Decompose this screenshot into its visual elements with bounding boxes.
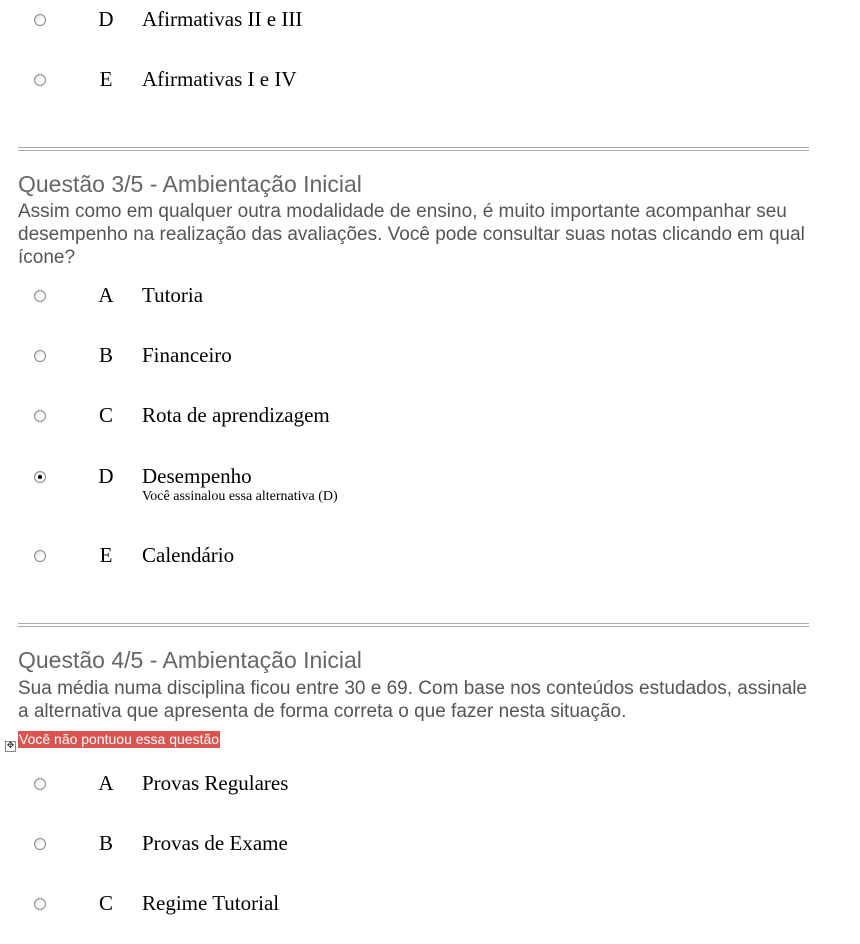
option-text: Tutoria xyxy=(142,283,204,307)
option-d[interactable] xyxy=(0,464,800,517)
option-letter: D xyxy=(98,464,114,488)
radio-button[interactable] xyxy=(34,410,46,422)
option-text: Rota de aprendizagem xyxy=(142,403,330,427)
option-letter: C xyxy=(98,403,113,427)
option-text: Afirmativas I e IV xyxy=(142,67,297,91)
option-text: Calendário xyxy=(142,543,235,567)
radio-button[interactable] xyxy=(34,14,46,26)
option-text: Regime Tutorial xyxy=(142,891,280,915)
option-letter: D xyxy=(98,7,114,31)
radio-button[interactable] xyxy=(34,290,46,302)
option-d[interactable] xyxy=(0,7,800,60)
option-b[interactable] xyxy=(0,343,800,396)
radio-button-selected[interactable] xyxy=(34,471,46,483)
option-b[interactable] xyxy=(0,831,800,884)
radio-button[interactable] xyxy=(34,778,46,790)
option-text: Provas de Exame xyxy=(142,831,288,855)
option-letter: B xyxy=(98,831,113,855)
option-c[interactable] xyxy=(0,891,800,944)
radio-button[interactable] xyxy=(34,898,46,910)
option-letter: B xyxy=(98,343,113,367)
status-badge: Você não pontuou essa questão xyxy=(19,731,220,747)
selected-note: Você assinalou essa alternativa (D) xyxy=(142,489,338,504)
question-title: Questão 3/5 - Ambientação Inicial xyxy=(18,171,362,197)
divider xyxy=(18,147,809,151)
option-e[interactable] xyxy=(0,67,800,120)
option-a[interactable] xyxy=(0,283,800,336)
radio-button[interactable] xyxy=(34,74,46,86)
option-text: Financeiro xyxy=(142,343,232,367)
question-body: Sua média numa disciplina ficou entre 30 e 69. Com base nos conteúdos estudados, assinale a alternativa que apresenta de forma correta o que fazer nesta situação. xyxy=(18,678,807,722)
option-c[interactable] xyxy=(0,403,800,456)
option-text: Provas Regulares xyxy=(142,771,289,795)
option-text: Desempenho xyxy=(142,464,252,488)
question-title: Questão 4/5 - Ambientação Inicial xyxy=(18,647,362,673)
option-a[interactable] xyxy=(0,771,800,824)
option-letter: E xyxy=(99,67,113,91)
option-letter: A xyxy=(98,283,114,307)
radio-button[interactable] xyxy=(34,350,46,362)
option-e[interactable] xyxy=(0,543,800,596)
move-handle-icon[interactable]: ✥ xyxy=(6,741,15,751)
option-letter: E xyxy=(99,543,113,567)
radio-button[interactable] xyxy=(34,550,46,562)
option-text: Afirmativas II e III xyxy=(142,7,303,31)
divider xyxy=(18,623,809,627)
option-letter: A xyxy=(98,771,114,795)
option-letter: C xyxy=(98,891,113,915)
radio-button[interactable] xyxy=(34,838,46,850)
question-body: Assim como em qualquer outra modalidade de ensino, é muito importante acompanhar seu desempenho na realização das avaliações. Você pode consultar suas notas clicando em qual ícone? xyxy=(18,201,805,268)
